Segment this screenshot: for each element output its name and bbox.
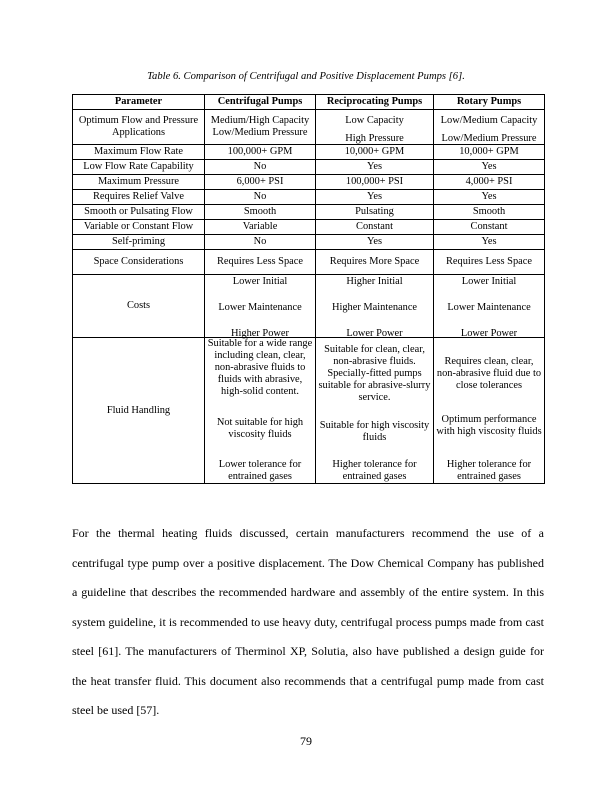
cell-line: Lower tolerance for entrained gases — [218, 459, 302, 482]
pump-comparison-table — [72, 94, 545, 484]
param-cell: Fluid Handling — [73, 338, 205, 484]
cell — [205, 275, 316, 338]
cell-line: Low/Medium Pressure — [441, 133, 537, 144]
table-row — [73, 145, 545, 160]
cell: Requires More Space — [316, 250, 434, 275]
body-paragraph: For the thermal heating fluids discussed, certain manufacturers recommend the use of a centrifugal type pump over a positive displacement. The Dow Chemical Company has published a guideline that describes the recommended hardware and assembly of the entire system. In this system guideline, it is recommended to use heavy duty, centrifugal process pumps made from cast steel [61]. The manufacturers of Therminol XP, Solutia, also have published a design guide for the heat transfer fluid. This document also recommends that a centrifugal pump made from cast steel be used [57]. — [72, 526, 544, 717]
cell: No — [205, 160, 316, 175]
cell — [434, 338, 545, 484]
param-cell: Space Considerations — [73, 250, 205, 275]
table-row — [73, 190, 545, 205]
cell-line: Lower Initial — [461, 276, 517, 287]
cell — [316, 338, 434, 484]
cell-line: Low Capacity — [345, 115, 404, 126]
cell: Yes — [316, 235, 434, 250]
param-cell: Requires Relief Valve — [73, 190, 205, 205]
cell-line: Lower Initial — [232, 276, 288, 287]
cell: Yes — [434, 235, 545, 250]
cell-line: Lower Power — [346, 328, 403, 339]
header-reciprocating: Reciprocating Pumps — [316, 95, 434, 110]
table-row — [73, 205, 545, 220]
cell: Pulsating — [316, 205, 434, 220]
cell: Smooth — [205, 205, 316, 220]
table-row — [73, 220, 545, 235]
cell-line: High Pressure — [345, 133, 404, 144]
cell: Constant — [434, 220, 545, 235]
cell: 10,000+ GPM — [316, 145, 434, 160]
cell-line: Lower Power — [460, 328, 518, 339]
cell-line: Suitable for clean, clear, non-abrasive fluids. Specially-fitted pumps suitable for abrasive-slurry service. — [318, 344, 431, 403]
table-caption: Table 6. Comparison of Centrifugal and Positive Displacement Pumps [6]. — [147, 71, 465, 82]
cell: No — [205, 190, 316, 205]
cell: 100,000+ PSI — [316, 175, 434, 190]
table-row — [73, 175, 545, 190]
cell: Smooth — [434, 205, 545, 220]
header-centrifugal: Centrifugal Pumps — [205, 95, 316, 110]
cell: Yes — [316, 160, 434, 175]
cell — [205, 338, 316, 484]
table-header-row — [73, 95, 545, 110]
cell-line: Suitable for high viscosity fluids — [319, 419, 430, 443]
cell — [316, 110, 434, 145]
cell-line: Low/Medium Pressure — [212, 127, 308, 138]
cell: 4,000+ PSI — [434, 175, 545, 190]
cell: Yes — [316, 190, 434, 205]
param-cell: Optimum Flow and Pressure Applications — [73, 110, 205, 145]
header-parameter: Parameter — [73, 95, 205, 110]
cell: No — [205, 235, 316, 250]
cell-line: Lower Maintenance — [447, 302, 531, 313]
cell-line: Higher tolerance for entrained gases — [446, 459, 532, 482]
param-cell: Variable or Constant Flow — [73, 220, 205, 235]
cell: Requires Less Space — [205, 250, 316, 275]
table-row — [73, 250, 545, 275]
param-cell: Costs — [73, 275, 205, 338]
cell-line: Low/Medium Capacity — [440, 115, 538, 126]
table-row — [73, 275, 545, 338]
cell: Variable — [205, 220, 316, 235]
param-cell: Maximum Pressure — [73, 175, 205, 190]
cell — [434, 110, 545, 145]
cell-line: Higher Power — [230, 328, 289, 339]
param-cell: Self-priming — [73, 235, 205, 250]
cell-line: Not suitable for high viscosity fluids — [216, 416, 304, 440]
cell-line: Higher Maintenance — [331, 302, 418, 313]
cell: Requires Less Space — [434, 250, 545, 275]
table-row — [73, 338, 545, 484]
cell-line: Suitable for a wide range including clean, clear, non-abrasive fluids to fluids with abrasive, high-solid content. — [207, 338, 313, 397]
cell: 10,000+ GPM — [434, 145, 545, 160]
param-cell: Maximum Flow Rate — [73, 145, 205, 160]
header-rotary: Rotary Pumps — [434, 95, 545, 110]
cell: 100,000+ GPM — [205, 145, 316, 160]
cell-line: Higher tolerance for entrained gases — [332, 459, 417, 482]
cell-line: Lower Maintenance — [218, 302, 302, 313]
table-row — [73, 110, 545, 145]
cell-line: Higher Initial — [346, 276, 403, 287]
cell — [205, 110, 316, 145]
param-cell: Low Flow Rate Capability — [73, 160, 205, 175]
cell — [434, 275, 545, 338]
cell: Yes — [434, 160, 545, 175]
cell — [316, 275, 434, 338]
cell: Constant — [316, 220, 434, 235]
table-row — [73, 235, 545, 250]
cell-line: Requires clean, clear, non-abrasive fluid due to close tolerances — [436, 356, 542, 391]
cell-line: Optimum performance with high viscosity fluids — [436, 413, 542, 437]
table-row — [73, 160, 545, 175]
cell: Yes — [434, 190, 545, 205]
cell-line: Medium/High Capacity — [210, 115, 310, 126]
page-number: 79 — [300, 734, 312, 748]
param-cell: Smooth or Pulsating Flow — [73, 205, 205, 220]
cell: 6,000+ PSI — [205, 175, 316, 190]
